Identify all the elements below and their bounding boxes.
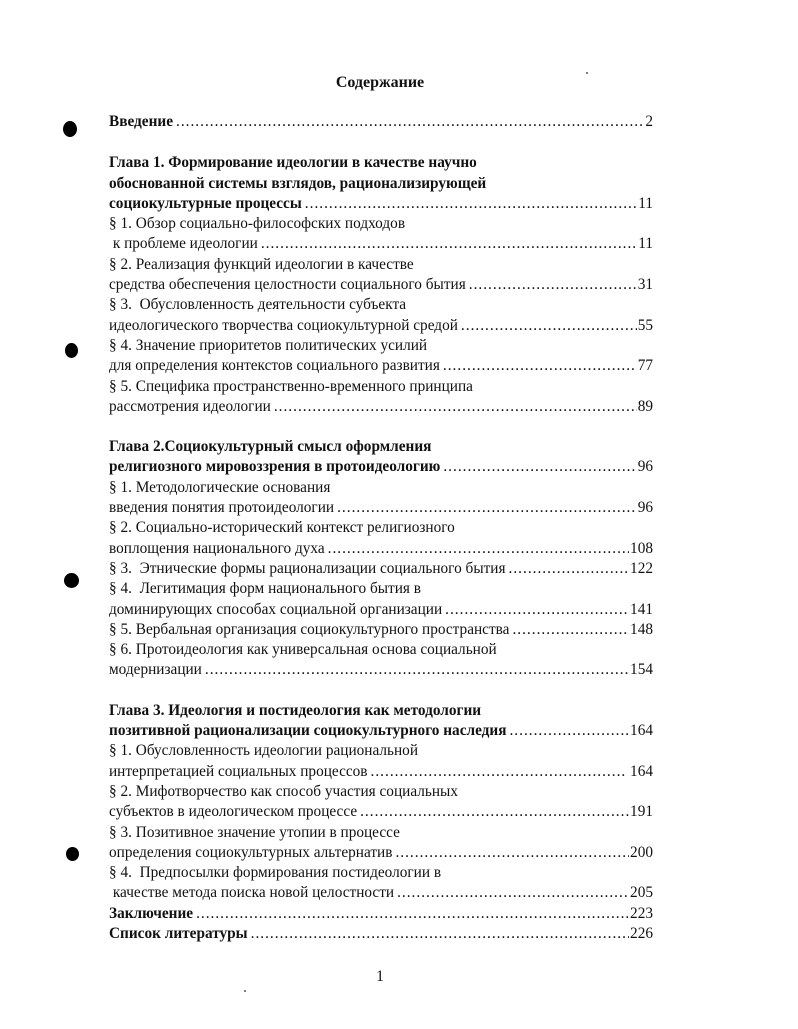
hole-punch-mark <box>66 847 79 861</box>
toc-chapter-2[interactable] <box>109 437 653 478</box>
toc-page-number: 55 <box>637 316 653 334</box>
toc-section-title: § 2. Мифотворчество как способ участия социальных <box>109 782 458 800</box>
dot-leader <box>196 904 629 924</box>
toc-section-title: § 4. Значение приоритетов политических усилий <box>109 336 428 354</box>
toc-page-number: 154 <box>630 661 653 679</box>
toc-section-title: § 6. Протоидеология как универсальная основа социальной <box>109 641 497 659</box>
toc-section-1-5[interactable] <box>109 377 653 418</box>
toc-section-title: к проблеме идеологии <box>109 235 258 253</box>
dot-leader <box>443 457 636 477</box>
toc-section-title: § 1. Методологические основания <box>109 478 331 496</box>
toc-entry-title: Заключение <box>109 904 194 922</box>
dot-leader <box>328 539 629 559</box>
dot-leader <box>205 660 629 680</box>
toc-section-title: § 4. Предпосылки формирования постидеологии в <box>109 864 442 882</box>
dot-leader <box>360 802 629 822</box>
toc-section-title: определения социокультурных альтернатив <box>109 843 393 861</box>
toc-page-number: 223 <box>630 904 653 922</box>
toc-page-number: 96 <box>637 499 653 517</box>
dot-leader <box>461 316 637 336</box>
toc-page-number: 164 <box>626 762 653 780</box>
toc-chapter-title: обоснованной системы взглядов, рационализирующей <box>109 174 487 192</box>
toc-page-number: 77 <box>637 357 653 375</box>
dot-leader <box>261 234 637 254</box>
toc-page-number: 31 <box>637 276 653 294</box>
toc-section-2-4[interactable] <box>109 579 653 620</box>
toc-section-3-1[interactable] <box>109 741 653 782</box>
dot-leader <box>397 883 629 903</box>
toc-chapter-3[interactable] <box>109 701 653 742</box>
toc-chapter-1[interactable] <box>109 153 653 214</box>
toc-page-number: 2 <box>645 113 653 130</box>
dot-leader <box>305 194 637 214</box>
toc-section-title: модернизации <box>109 661 202 679</box>
toc-section-title: § 1. Обзор социально-философских подходов <box>109 215 406 233</box>
toc-page-number: 89 <box>637 397 653 415</box>
toc-section-title: § 1. Обусловленность идеологии рациональной <box>109 742 419 760</box>
dot-leader <box>445 600 629 620</box>
toc-section-3-2[interactable] <box>109 782 653 823</box>
toc-section-2-5[interactable] <box>109 620 653 640</box>
toc-section-title: для определения контекстов социального развития <box>109 357 440 375</box>
toc-page-number: 200 <box>630 843 653 861</box>
toc-section-1-2[interactable] <box>109 255 653 296</box>
toc-section-title: качестве метода поиска новой целостности <box>109 884 395 902</box>
toc-page-number: 141 <box>630 600 653 618</box>
toc-section-title: § 5. Вербальная организация социокультурного пространства <box>109 620 510 638</box>
toc-entry-introduction[interactable] <box>109 112 653 132</box>
toc-chapter-title: Глава 3. Идеология и постидеология как методологии <box>109 701 482 719</box>
dot-leader <box>371 762 626 782</box>
toc-section-title: § 3. Позитивное значение утопии в процессе <box>109 823 400 841</box>
toc-section-3-3[interactable] <box>109 823 653 864</box>
dot-leader <box>469 275 637 295</box>
toc-section-title: рассмотрения идеологии <box>109 397 271 415</box>
toc-entry-title: Список литературы <box>109 924 248 942</box>
hole-punch-mark <box>63 121 77 137</box>
toc-entry-bibliography[interactable] <box>109 924 653 944</box>
dot-leader <box>274 397 637 417</box>
toc-section-title: субъектов в идеологическом процессе <box>109 803 358 821</box>
toc-chapter-title: социокультурные процессы <box>109 194 302 212</box>
toc-section-title: идеологического творчества социокультурной средой <box>109 316 458 334</box>
toc-section-2-2[interactable] <box>109 518 653 559</box>
toc-entry-title: Введение <box>109 113 173 130</box>
page-number: 1 <box>376 968 384 985</box>
toc-section-title: доминирующих способах социальной организации <box>109 600 443 618</box>
toc-section-1-1[interactable] <box>109 214 653 255</box>
hole-punch-mark <box>65 343 78 358</box>
toc-page-number: 96 <box>637 458 653 476</box>
toc-page-number: 226 <box>630 924 653 942</box>
toc-chapter-title: религиозного мировоззрения в протоидеологию <box>109 458 441 476</box>
toc-page-number: 11 <box>638 235 653 253</box>
toc-section-1-3[interactable] <box>109 295 653 336</box>
table-of-contents <box>109 112 653 944</box>
toc-section-title: введения понятия протоидеологии <box>109 499 335 517</box>
toc-section-title: § 2. Реализация функций идеологии в качестве <box>109 255 414 273</box>
dot-leader <box>395 843 629 863</box>
toc-section-title: § 2. Социально-исторический контекст религиозного <box>109 519 455 537</box>
dot-leader <box>512 620 629 640</box>
toc-section-title: § 5. Специфика пространственно-временного принципа <box>109 377 473 395</box>
toc-section-title: § 4. Легитимация форм национального бытия в <box>109 580 421 598</box>
toc-page-number: 205 <box>630 884 653 902</box>
toc-section-2-1[interactable] <box>109 478 653 519</box>
dot-leader <box>251 924 629 944</box>
dot-leader <box>443 356 637 376</box>
toc-page-number: 191 <box>630 803 653 821</box>
toc-section-2-6[interactable] <box>109 640 653 681</box>
toc-chapter-title: Глава 1. Формирование идеологии в качестве научно <box>109 154 477 172</box>
dot-leader <box>176 112 644 132</box>
toc-chapter-title: позитивной рационализации социокультурного наследия <box>109 722 507 740</box>
toc-entry-conclusion[interactable] <box>109 904 653 924</box>
dot-leader <box>509 559 630 579</box>
toc-page-number: 148 <box>630 620 653 638</box>
dot-leader <box>337 498 637 518</box>
toc-section-title: интерпретацией социальных процессов <box>109 762 368 780</box>
toc-chapter-title: Глава 2.Социокультурный смысл оформления <box>109 438 432 456</box>
toc-section-title: воплощения национального духа <box>109 539 325 557</box>
toc-page-number: 11 <box>638 194 653 212</box>
hole-punch-mark <box>64 573 79 588</box>
page-title: Содержание <box>335 74 425 91</box>
toc-section-title: § 3. Обусловленность деятельности субъекта <box>109 296 407 314</box>
toc-page-number: 164 <box>630 722 653 740</box>
toc-section-1-4[interactable] <box>109 336 653 377</box>
toc-section-2-3[interactable] <box>109 559 653 579</box>
dot-leader <box>509 721 629 741</box>
toc-page-number: 122 <box>630 559 653 577</box>
scan-speck <box>244 990 246 992</box>
toc-section-title: § 3. Этнические формы рационализации социального бытия <box>109 559 506 577</box>
toc-section-3-4[interactable] <box>109 863 653 904</box>
toc-page-number: 108 <box>630 539 653 557</box>
toc-section-title: средства обеспечения целостности социального бытия <box>109 276 466 294</box>
